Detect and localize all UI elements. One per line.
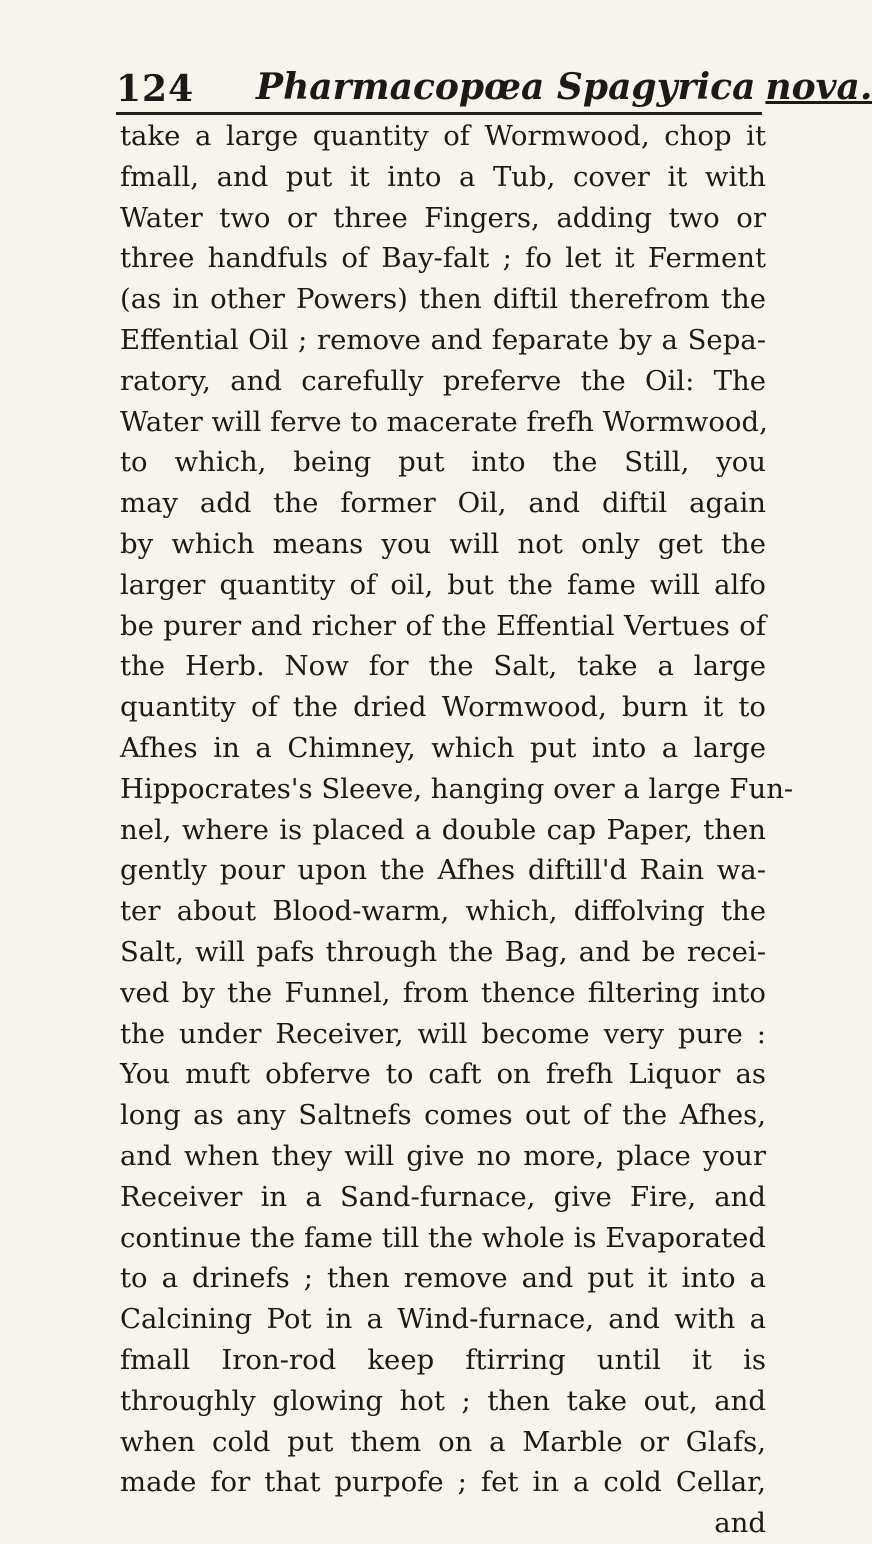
- text-line: larger quantity of oil, but the fame will alfo: [120, 568, 766, 601]
- text-line: Hippocrates's Sleeve, hanging over a large Fun-: [120, 772, 794, 805]
- text-line: You muft obferve to caft on frefh Liquor as: [120, 1058, 766, 1091]
- text-line: gently pour upon the Afhes diftill'd Rain wa-: [120, 854, 766, 887]
- text-line: Receiver in a Sand-furnace, give Fire, and: [120, 1180, 766, 1213]
- text-line: take a large quantity of Wormwood, chop it: [120, 120, 766, 152]
- page-number: 124: [116, 68, 195, 110]
- body-text: [120, 116, 794, 1544]
- text-line: ved by the Funnel, from thence filtering into: [120, 976, 766, 1009]
- text-line: long as any Saltnefs comes out of the Afhes,: [120, 1099, 766, 1132]
- text-line: nel, where is placed a double cap Paper, then: [120, 813, 766, 846]
- text-line: Water will ferve to macerate frefh Wormwood,: [120, 405, 768, 438]
- running-title: [256, 66, 872, 108]
- text-line: continue the fame till the whole is Evaporated: [120, 1221, 766, 1254]
- text-line: be purer and richer of the Effential Vertues of: [120, 609, 766, 642]
- text-line: (as in other Powers) then diftil therefrom the: [120, 283, 766, 316]
- text-line: fmall, and put it into a Tub, cover it with: [120, 160, 766, 193]
- text-line: Calcining Pot in a Wind-furnace, and with a: [120, 1303, 766, 1336]
- text-line: Afhes in a Chimney, which put into a large: [120, 731, 766, 764]
- text-line: Water two or three Fingers, adding two or: [120, 201, 766, 234]
- text-line: ter about Blood-warm, which, diffolving the: [120, 895, 766, 928]
- text-line: fmall Iron-rod keep ftirring until it is: [120, 1343, 766, 1376]
- running-title-end: nova.: [765, 66, 872, 108]
- text-line: quantity of the dried Wormwood, burn it to: [120, 691, 766, 724]
- text-line: by which means you will not only get the: [120, 527, 766, 560]
- page-header: [116, 60, 872, 115]
- text-line: Salt, will pafs through the Bag, and be recei-: [120, 935, 766, 968]
- running-title-main: Pharmacopœa Spagyrica: [256, 66, 756, 108]
- text-line: throughly glowing hot ; then take out, and: [120, 1384, 766, 1417]
- text-line: and: [714, 1507, 766, 1540]
- text-line: to which, being put into the Still, you: [120, 446, 766, 479]
- text-line: made for that purpofe ; fet in a cold Cellar,: [120, 1466, 766, 1499]
- text-line: to a drinefs ; then remove and put it into a: [120, 1262, 766, 1295]
- text-line: the under Receiver, will become very pure :: [120, 1017, 766, 1050]
- text-line: Effential Oil ; remove and feparate by a Sepa-: [120, 323, 766, 356]
- text-line: the Herb. Now for the Salt, take a large: [120, 650, 766, 683]
- text-line: when cold put them on a Marble or Glafs,: [120, 1425, 766, 1458]
- text-line: three handfuls of Bay-falt ; fo let it Ferment: [120, 242, 766, 275]
- text-line: may add the former Oil, and diftil again: [120, 487, 766, 520]
- text-line: and when they will give no more, place your: [120, 1139, 766, 1172]
- text-line: ratory, and carefully preferve the Oil: The: [120, 364, 766, 397]
